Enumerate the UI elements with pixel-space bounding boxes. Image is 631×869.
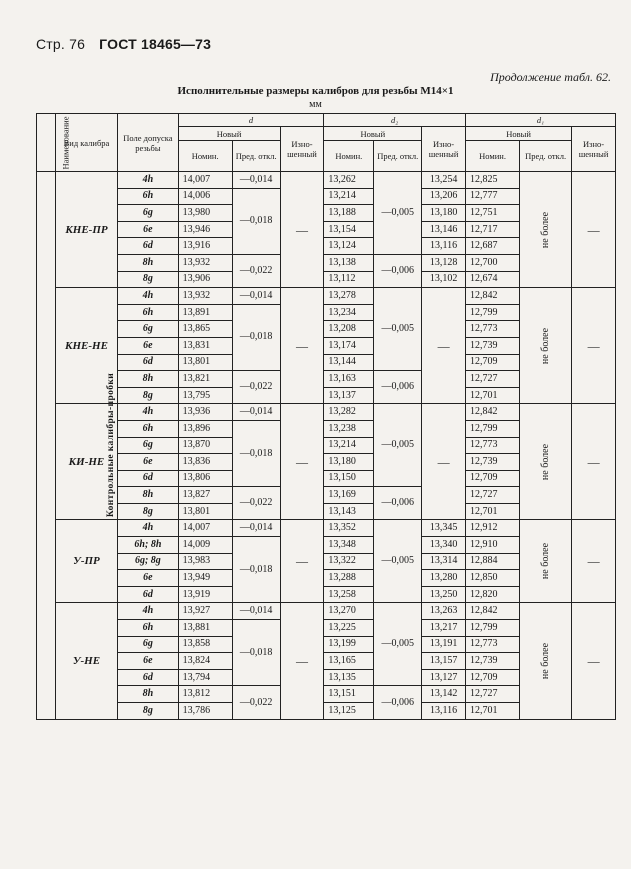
d-deviation: —0,022: [232, 487, 280, 520]
d1-deviation: [520, 172, 572, 288]
d1-nominal: 12,777: [465, 188, 519, 205]
d2-worn: 13,127: [422, 669, 466, 686]
d2-nominal: 13,188: [324, 205, 374, 222]
d1-worn: —: [572, 520, 616, 603]
d-nominal: 13,916: [178, 238, 232, 255]
d1-deviation-label: не более: [539, 327, 551, 364]
d2-nominal: 13,165: [324, 653, 374, 670]
d1-deviation: [520, 603, 572, 719]
table-unit: мм: [309, 99, 322, 110]
d2-nominal: 13,112: [324, 271, 374, 288]
d1-deviation-label: не более: [539, 642, 551, 680]
d-nominal: 13,858: [178, 636, 232, 653]
d1-nominal: 12,709: [465, 354, 519, 371]
d1-nominal: 12,701: [465, 503, 519, 520]
tolerance-field: 6h: [118, 420, 178, 437]
d2-nominal: 13,138: [324, 254, 374, 271]
col-header-d1: d₁: [465, 114, 615, 127]
d2-deviation: —0,005: [374, 288, 422, 371]
col-header-d2-nom: Номин.: [324, 141, 374, 172]
d2-worn: 13,146: [422, 221, 466, 238]
d-nominal: 14,009: [178, 537, 232, 554]
d-deviation: —0,022: [232, 254, 280, 287]
d2-worn: 13,116: [422, 238, 466, 255]
d2-nominal: 13,352: [324, 520, 374, 537]
d-nominal: 13,891: [178, 304, 232, 321]
d1-nominal: 12,739: [465, 653, 519, 670]
d-nominal: 13,949: [178, 570, 232, 587]
d1-nominal: 12,799: [465, 304, 519, 321]
d2-nominal: 13,150: [324, 470, 374, 487]
d1-worn: —: [572, 603, 616, 719]
d2-deviation: —0,006: [374, 487, 422, 520]
tolerance-field: 6d: [118, 586, 178, 603]
d-nominal: 13,836: [178, 454, 232, 471]
d2-deviation: —0,005: [374, 172, 422, 255]
tolerance-field: 6d: [118, 238, 178, 255]
d2-nominal: 13,238: [324, 420, 374, 437]
table-row: [37, 172, 616, 189]
d2-nominal: 13,214: [324, 188, 374, 205]
col-header-d1-nom: Номин.: [465, 141, 519, 172]
d2-nominal: 13,137: [324, 387, 374, 404]
d1-nominal: 12,773: [465, 321, 519, 338]
tolerance-field: 6e: [118, 454, 178, 471]
d-nominal: 13,806: [178, 470, 232, 487]
d2-nominal: 13,169: [324, 487, 374, 504]
d-deviation: —0,014: [232, 603, 280, 620]
d-worn: —: [280, 404, 324, 520]
d2-nominal: 13,143: [324, 503, 374, 520]
d2-nominal: 13,278: [324, 288, 374, 305]
d1-nominal: 12,850: [465, 570, 519, 587]
d2-deviation: —0,005: [374, 404, 422, 487]
d2-nominal: 13,214: [324, 437, 374, 454]
d2-nominal: 13,163: [324, 371, 374, 388]
d1-worn: —: [572, 404, 616, 520]
d1-worn: —: [572, 172, 616, 288]
d2-nominal: 13,348: [324, 537, 374, 554]
d2-nominal: 13,234: [324, 304, 374, 321]
table-row: [37, 404, 616, 421]
d1-nominal: 12,799: [465, 420, 519, 437]
d-deviation: —0,014: [232, 520, 280, 537]
d-deviation: —0,018: [232, 304, 280, 370]
tolerance-field: 6e: [118, 221, 178, 238]
d-deviation: —0,014: [232, 172, 280, 189]
d2-worn: 13,116: [422, 703, 466, 720]
tolerance-field: 6g: [118, 321, 178, 338]
tolerance-field: 6g: [118, 205, 178, 222]
d2-worn: 13,254: [422, 172, 466, 189]
tolerance-field: 6g; 8g: [118, 553, 178, 570]
d2-nominal: 13,262: [324, 172, 374, 189]
d2-worn: 13,142: [422, 686, 466, 703]
d2-worn: 13,280: [422, 570, 466, 587]
d-nominal: 13,827: [178, 487, 232, 504]
d1-nominal: 12,773: [465, 437, 519, 454]
table-row: [37, 603, 616, 620]
tolerance-field: 8h: [118, 487, 178, 504]
col-header-d-worn: Изно-шенный: [280, 127, 324, 172]
table-title: Исполнительные размеры калибров для резьбы М14×1: [177, 85, 454, 97]
d1-nominal: 12,799: [465, 620, 519, 637]
d-nominal: 13,786: [178, 703, 232, 720]
d-nominal: 13,927: [178, 603, 232, 620]
d-nominal: 13,831: [178, 337, 232, 354]
table-row: [37, 288, 616, 305]
d1-nominal: 12,884: [465, 553, 519, 570]
d1-nominal: 12,842: [465, 288, 519, 305]
d-deviation: —0,022: [232, 371, 280, 404]
d-nominal: 13,932: [178, 254, 232, 271]
d1-deviation-label: не более: [539, 211, 551, 248]
tolerance-field: 6g: [118, 636, 178, 653]
d2-worn: 13,250: [422, 586, 466, 603]
col-header-d-nom: Номин.: [178, 141, 232, 172]
d-nominal: 13,906: [178, 271, 232, 288]
gauge-kind: КНЕ-ПР: [55, 172, 117, 288]
tolerance-field: 6e: [118, 653, 178, 670]
table-row: [37, 520, 616, 537]
d-nominal: 14,007: [178, 520, 232, 537]
d-nominal: 13,795: [178, 387, 232, 404]
tolerance-field: 6h: [118, 620, 178, 637]
group-label: Контрольные калибры-пробки: [106, 373, 117, 518]
d1-nominal: 12,820: [465, 586, 519, 603]
d2-deviation: —0,005: [374, 603, 422, 686]
d1-nominal: 12,910: [465, 537, 519, 554]
d1-deviation-label: не более: [539, 543, 551, 580]
tolerance-field: 8g: [118, 271, 178, 288]
col-header-d2-new: Новый: [324, 127, 422, 141]
d2-nominal: 13,144: [324, 354, 374, 371]
d2-nominal: 13,154: [324, 221, 374, 238]
d2-deviation: —0,006: [374, 686, 422, 719]
d1-deviation-label: не более: [539, 443, 551, 480]
col-header-name: Наименование: [37, 114, 56, 172]
d1-nominal: 12,842: [465, 404, 519, 421]
tolerance-field: 8g: [118, 503, 178, 520]
tolerance-field: 4h: [118, 520, 178, 537]
col-header-d2-worn: Изно-шенный: [422, 127, 466, 172]
d2-nominal: 13,199: [324, 636, 374, 653]
tolerance-field: 4h: [118, 288, 178, 305]
d1-nominal: 12,674: [465, 271, 519, 288]
d2-worn: 13,340: [422, 537, 466, 554]
d1-deviation: [520, 288, 572, 404]
d2-worn: 13,314: [422, 553, 466, 570]
gauge-kind: КНЕ-НЕ: [55, 288, 117, 404]
d-nominal: 13,919: [178, 586, 232, 603]
d-deviation: —0,022: [232, 686, 280, 719]
tolerance-field: 8h: [118, 254, 178, 271]
col-header-d1-new: Новый: [465, 127, 571, 141]
d2-nominal: 13,258: [324, 586, 374, 603]
gauge-dimensions-table: [36, 113, 616, 720]
d-deviation: —0,014: [232, 288, 280, 305]
d-nominal: 13,896: [178, 420, 232, 437]
d-nominal: 13,983: [178, 553, 232, 570]
d2-nominal: 13,151: [324, 686, 374, 703]
page-number: Стр. 76: [36, 36, 86, 52]
tolerance-field: 6d: [118, 470, 178, 487]
d1-worn: —: [572, 288, 616, 404]
tolerance-field: 6g: [118, 437, 178, 454]
d-nominal: 13,870: [178, 437, 232, 454]
col-header-d-new: Новый: [178, 127, 280, 141]
gauge-kind: У-ПР: [55, 520, 117, 603]
d-deviation: —0,018: [232, 188, 280, 254]
d1-nominal: 12,739: [465, 454, 519, 471]
d-nominal: 13,980: [178, 205, 232, 222]
d-nominal: 14,006: [178, 188, 232, 205]
tolerance-field: 8h: [118, 686, 178, 703]
gauge-kind: КИ-НЕ: [55, 404, 117, 520]
d1-nominal: 12,739: [465, 337, 519, 354]
d2-worn: —: [422, 404, 466, 520]
d2-nominal: 13,208: [324, 321, 374, 338]
d-nominal: 13,936: [178, 404, 232, 421]
d2-nominal: 13,135: [324, 669, 374, 686]
d1-deviation: [520, 520, 572, 603]
col-header-d: d: [178, 114, 324, 127]
d-nominal: 13,794: [178, 669, 232, 686]
tolerance-field: 6h; 8h: [118, 537, 178, 554]
d2-worn: 13,180: [422, 205, 466, 222]
d2-nominal: 13,282: [324, 404, 374, 421]
tolerance-field: 6e: [118, 337, 178, 354]
d1-nominal: 12,773: [465, 636, 519, 653]
col-header-d-dev: Пред. откл.: [232, 141, 280, 172]
d2-worn: —: [422, 288, 466, 404]
d2-worn: 13,102: [422, 271, 466, 288]
d1-nominal: 12,701: [465, 703, 519, 720]
d1-nominal: 12,701: [465, 387, 519, 404]
d-deviation: —0,014: [232, 404, 280, 421]
d-worn: —: [280, 603, 324, 719]
table-continuation-note: Продолжение табл. 62.: [490, 70, 611, 84]
tolerance-field: 6e: [118, 570, 178, 587]
tolerance-field: 4h: [118, 603, 178, 620]
d-nominal: 13,881: [178, 620, 232, 637]
d1-nominal: 12,842: [465, 603, 519, 620]
d2-nominal: 13,174: [324, 337, 374, 354]
d2-worn: 13,263: [422, 603, 466, 620]
tolerance-field: 8h: [118, 371, 178, 388]
tolerance-field: 6d: [118, 354, 178, 371]
d1-deviation: [520, 404, 572, 520]
d2-nominal: 13,322: [324, 553, 374, 570]
col-header-d1-worn: Изно-шенный: [572, 127, 616, 172]
gauge-kind: У-НЕ: [55, 603, 117, 719]
col-header-d1-dev: Пред. откл.: [520, 141, 572, 172]
d2-nominal: 13,125: [324, 703, 374, 720]
d1-nominal: 12,825: [465, 172, 519, 189]
d2-deviation: —0,006: [374, 371, 422, 404]
d-nominal: 13,821: [178, 371, 232, 388]
col-header-d2-dev: Пред. откл.: [374, 141, 422, 172]
d1-nominal: 12,751: [465, 205, 519, 222]
d-nominal: 13,932: [178, 288, 232, 305]
d1-nominal: 12,687: [465, 238, 519, 255]
d-nominal: 13,946: [178, 221, 232, 238]
d2-worn: 13,157: [422, 653, 466, 670]
d2-worn: 13,217: [422, 620, 466, 637]
d2-worn: 13,191: [422, 636, 466, 653]
d2-nominal: 13,270: [324, 603, 374, 620]
d1-nominal: 12,709: [465, 470, 519, 487]
d-deviation: —0,018: [232, 537, 280, 603]
d1-nominal: 12,912: [465, 520, 519, 537]
d-nominal: 14,007: [178, 172, 232, 189]
d-nominal: 13,801: [178, 503, 232, 520]
tolerance-field: 4h: [118, 404, 178, 421]
d2-nominal: 13,180: [324, 454, 374, 471]
tolerance-field: 6h: [118, 188, 178, 205]
d2-worn: 13,128: [422, 254, 466, 271]
tolerance-field: 6h: [118, 304, 178, 321]
d1-nominal: 12,709: [465, 669, 519, 686]
d1-nominal: 12,700: [465, 254, 519, 271]
d2-nominal: 13,124: [324, 238, 374, 255]
d1-nominal: 12,727: [465, 487, 519, 504]
standard-number: ГОСТ 18465—73: [99, 36, 212, 52]
d-nominal: 13,865: [178, 321, 232, 338]
tolerance-field: 8g: [118, 703, 178, 720]
d2-worn: 13,206: [422, 188, 466, 205]
d1-nominal: 12,717: [465, 221, 519, 238]
tolerance-field: 6d: [118, 669, 178, 686]
col-header-d2: d₂: [324, 114, 466, 127]
d-deviation: —0,018: [232, 420, 280, 486]
d2-worn: 13,345: [422, 520, 466, 537]
tolerance-field: 4h: [118, 172, 178, 189]
d-worn: —: [280, 520, 324, 603]
d-deviation: —0,018: [232, 620, 280, 686]
d2-deviation: —0,005: [374, 520, 422, 603]
d-nominal: 13,812: [178, 686, 232, 703]
d-nominal: 13,801: [178, 354, 232, 371]
col-header-tolerance: Поле допуска резьбы: [118, 114, 178, 172]
d1-nominal: 12,727: [465, 686, 519, 703]
d1-nominal: 12,727: [465, 371, 519, 388]
d2-nominal: 13,225: [324, 620, 374, 637]
d2-deviation: —0,006: [374, 254, 422, 287]
col-header-kind: Вид калибра: [55, 114, 117, 172]
d2-nominal: 13,288: [324, 570, 374, 587]
tolerance-field: 8g: [118, 387, 178, 404]
d-worn: —: [280, 288, 324, 404]
d-worn: —: [280, 172, 324, 288]
d-nominal: 13,824: [178, 653, 232, 670]
page-header: [36, 36, 211, 52]
